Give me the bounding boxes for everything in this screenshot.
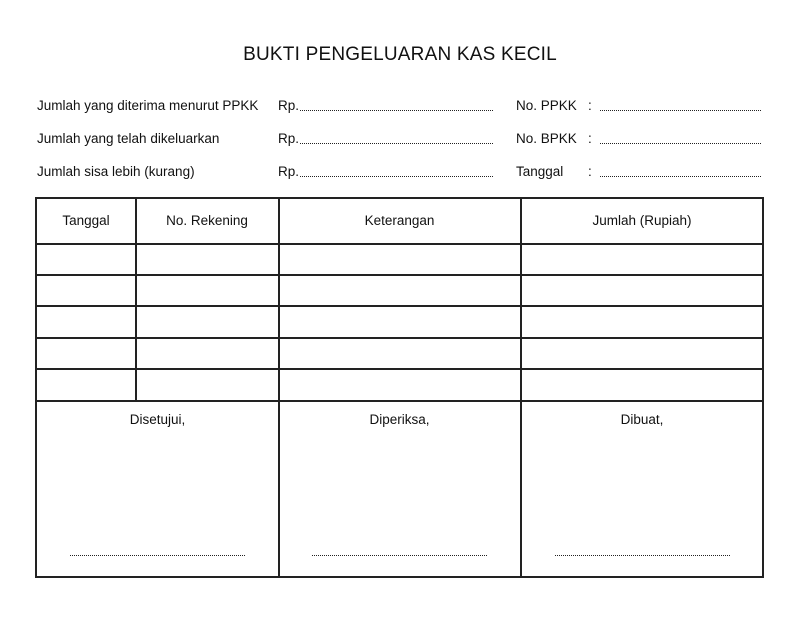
info-row-balance	[0, 161, 800, 183]
row-divider	[36, 305, 763, 307]
amount-blank[interactable]	[300, 143, 493, 144]
info-label: Jumlah sisa lebih (kurang)	[37, 164, 195, 179]
info-label: Jumlah yang telah dikeluarkan	[37, 131, 220, 146]
column-header-date: Tanggal	[62, 213, 110, 228]
currency-label: Rp.	[278, 164, 300, 179]
column-header-account: No. Rekening	[166, 213, 248, 228]
column-divider	[520, 198, 522, 577]
signature-divider	[36, 400, 763, 402]
signature-made-line[interactable]	[555, 555, 730, 556]
signature-made-label: Dibuat,	[620, 412, 664, 427]
column-divider	[278, 198, 280, 577]
bpkk-number-blank[interactable]	[600, 143, 761, 144]
table-border	[35, 197, 764, 578]
colon: :	[588, 131, 592, 146]
signature-approved-line[interactable]	[70, 555, 245, 556]
colon: :	[588, 164, 592, 179]
header-divider	[36, 243, 763, 245]
column-header-description: Keterangan	[364, 213, 435, 228]
row-divider	[36, 274, 763, 276]
info-row-spent	[0, 128, 800, 150]
amount-blank[interactable]	[300, 110, 493, 111]
currency-label: Rp.	[278, 131, 300, 146]
row-divider	[36, 368, 763, 370]
row-divider	[36, 337, 763, 339]
info-row-received	[0, 95, 800, 117]
page-title: BUKTI PENGELUARAN KAS KECIL	[243, 44, 557, 65]
ppkk-number-blank[interactable]	[600, 110, 761, 111]
currency-label: Rp.	[278, 98, 300, 113]
signature-checked-label: Diperiksa,	[369, 412, 430, 427]
amount-blank[interactable]	[300, 176, 493, 177]
info-right-label: Tanggal	[516, 164, 564, 179]
date-blank[interactable]	[600, 176, 761, 177]
info-right-label: No. BPKK	[516, 131, 577, 146]
info-label: Jumlah yang diterima menurut PPKK	[37, 98, 259, 113]
column-divider	[135, 198, 137, 401]
info-right-label: No. PPKK	[516, 98, 577, 113]
column-header-amount: Jumlah (Rupiah)	[592, 213, 692, 228]
colon: :	[588, 98, 592, 113]
signature-approved-label: Disetujui,	[129, 412, 186, 427]
signature-checked-line[interactable]	[312, 555, 487, 556]
